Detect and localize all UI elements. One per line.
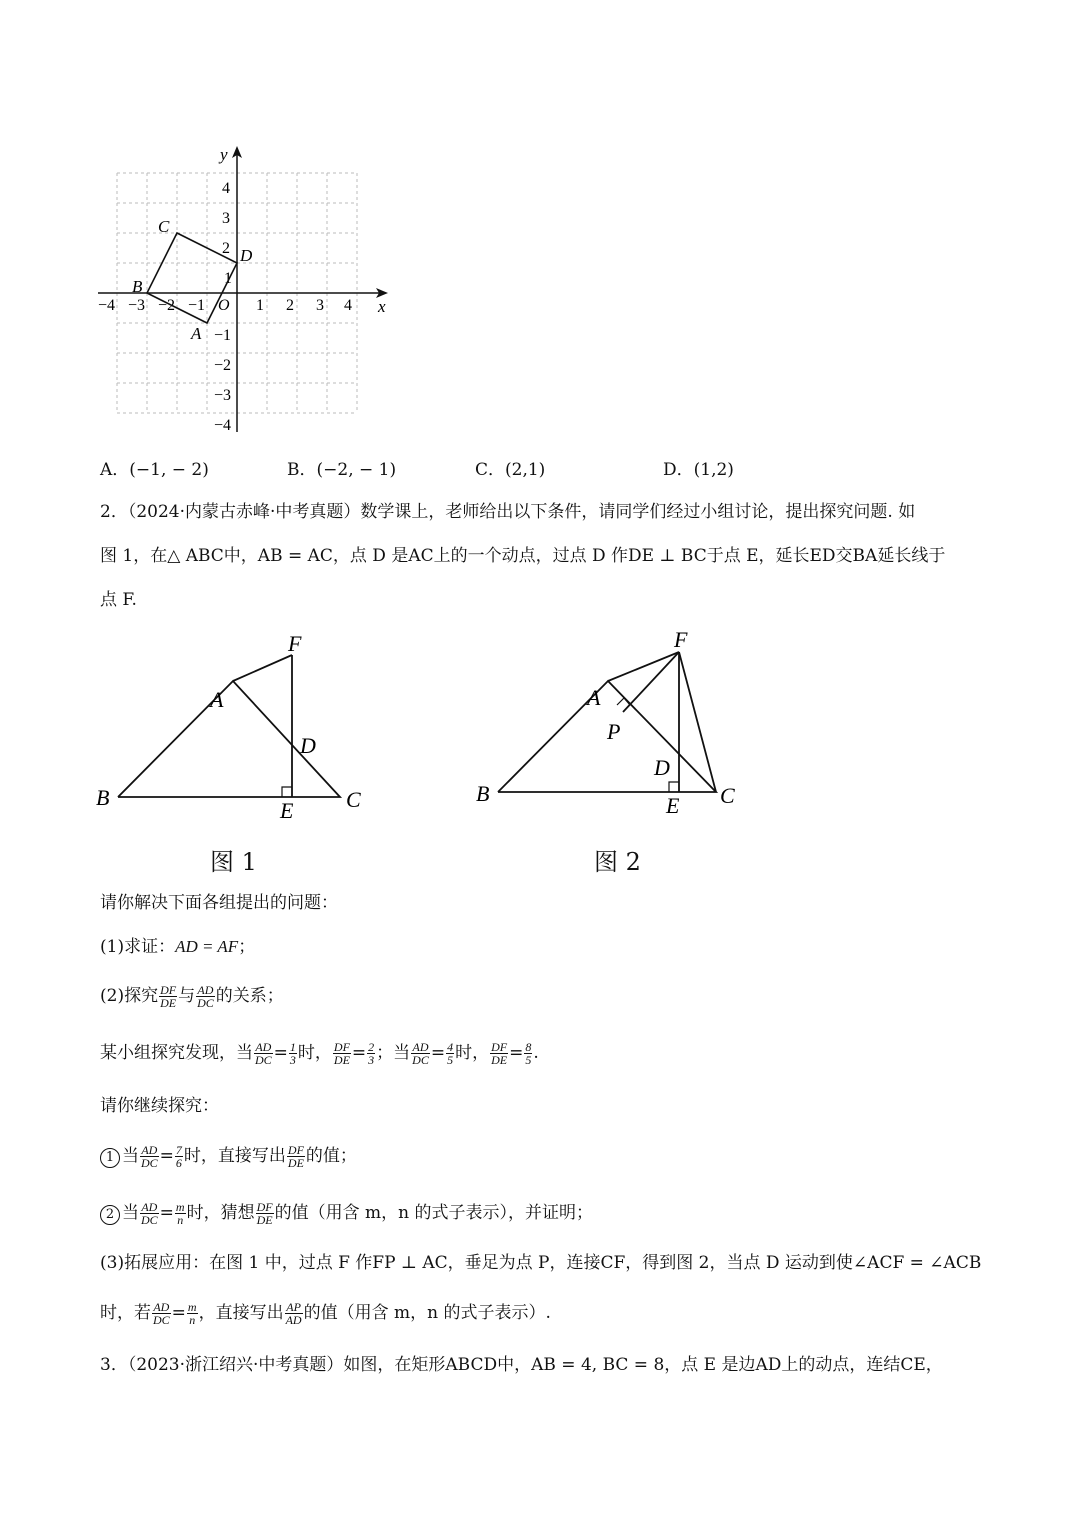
part-end: 的关系； [215,986,284,1006]
sub-prefix: 当 [122,1203,139,1223]
option-value: (2,1) [505,460,546,480]
finding-prefix: 某小组探究发现，当 [100,1043,253,1063]
numerator: 4 [447,1040,454,1054]
equals-sign: = [430,1043,446,1063]
part-prefix: (1)求证： [100,937,176,957]
denominator: DE [491,1053,508,1067]
part-2 [100,983,284,1009]
point-label-a: A [191,324,202,343]
equals-sign: = [159,1146,174,1166]
numerator: AP [286,1300,301,1314]
fraction-df-de [490,1041,508,1066]
point-label-b: B [132,277,143,296]
figure-1 [90,625,390,830]
part-mid: 与 [178,986,196,1006]
denominator: DE [160,996,177,1010]
question-text: 图 1，在△ ABC中，AB = AC，点 D 是AC上的一个动点，过点 D 作DE ⊥ BC于点 E，延长ED交BA延长线于 [100,546,946,566]
finding-text: 时， [297,1043,332,1063]
point-label-d: D [240,246,253,265]
fraction-8-5 [524,1041,532,1066]
sub-mid: 时，猜想 [186,1203,255,1223]
equals-sign: = [171,1303,186,1323]
sub-prefix: 当 [122,1146,139,1166]
label-d: D [300,733,316,758]
denominator: DC [141,1156,158,1170]
part-1 [100,934,255,960]
label-b: B [476,781,490,806]
equals-sign: = [509,1043,524,1063]
question-number: 3． [100,1355,128,1375]
numerator: DF [256,1200,273,1214]
option-letter: A． [100,460,130,480]
sub-question-2 [100,1200,593,1226]
fraction-df-de [256,1201,274,1226]
finding-text: ；当 [376,1043,411,1063]
label-e: E [666,793,680,818]
sub-mid: 时，直接写出 [183,1146,286,1166]
numerator: 1 [289,1040,296,1054]
option-value: (1,2) [693,460,734,480]
option-letter: C． [475,460,506,480]
fraction-m-n [187,1301,198,1326]
fraction-ad-dc [140,1144,159,1169]
fraction-m-n [175,1201,186,1226]
label-c: C [346,787,361,812]
finding-end: . [533,1043,539,1063]
denominator: DC [255,1053,272,1067]
question-number: 2． [100,502,128,522]
fraction-2-3 [367,1041,375,1066]
circled-number: 1 [100,1148,120,1168]
label-a: A [210,687,224,712]
option-letter: D． [663,460,694,480]
segment-fc [679,652,716,792]
segment-fp [623,652,679,712]
x-axis-label: x [378,297,386,316]
denominator: DC [153,1313,170,1327]
fraction-ad-dc [254,1041,273,1066]
y-tick: 4 [222,180,230,197]
sub-end: 的值； [305,1146,357,1166]
segment-af [608,652,679,681]
denominator: 3 [368,1053,375,1067]
x-tick: 2 [286,297,294,314]
right-angle-mark [669,782,679,792]
origin-label: O [218,297,230,314]
sub-end: 的值（用含 m，n 的式子表示），并证明； [274,1203,593,1223]
equals-sign: = [159,1203,174,1223]
question-source: （2024·内蒙古赤峰·中考真题） [127,502,361,522]
point-label-c: C [158,217,170,236]
fraction-ad-dc [140,1201,159,1226]
x-tick: −4 [98,297,116,314]
fraction-1-3 [289,1041,297,1066]
question-text: 点 F. [100,590,137,610]
q3-line1 [100,1352,943,1378]
fraction-ap-ad [285,1301,303,1326]
denominator: DC [412,1053,429,1067]
circled-number: 2 [100,1205,120,1225]
denominator: 5 [447,1053,454,1067]
option-c[interactable] [475,457,545,483]
x-tick: −2 [158,297,176,314]
numerator: 8 [525,1040,532,1054]
denominator: DE [256,1213,273,1227]
x-tick: 4 [344,297,352,314]
label-d: D [654,755,670,780]
figure-2-caption: 图 2 [594,848,641,876]
question-source: （2023·浙江绍兴·中考真题） [127,1355,344,1375]
part-3-line2 [100,1300,551,1326]
part-end: 的值（用含 m，n 的式子表示）. [303,1303,551,1323]
numerator: AD [412,1040,429,1054]
y-tick: 2 [222,240,230,257]
denominator: 3 [289,1053,296,1067]
y-tick: 3 [222,210,230,227]
part-3-line1: (3)拓展应用：在图 1 中，过点 F 作FP ⊥ AC，垂足为点 P，连接CF，得到图 2，当点 D 运动到使∠ACF = ∠ACB [100,1253,982,1273]
x-tick: 3 [316,297,324,314]
fraction-7-6 [175,1144,183,1169]
label-b: B [96,785,110,810]
y-tick: −2 [214,357,232,374]
numerator: AD [141,1200,158,1214]
figure-2 [470,625,770,830]
label-f: F [674,627,688,652]
denominator: AD [285,1313,302,1327]
q2-intro-line1 [100,499,915,525]
numerator: DF [491,1040,508,1054]
numerator: m [187,1300,197,1314]
part-mid: ，直接写出 [198,1303,284,1323]
denominator: DE [333,1053,350,1067]
part-end: ； [238,937,256,957]
numerator: 7 [175,1143,182,1157]
fraction-df-de [159,984,177,1009]
label-a: A [587,685,601,710]
option-b[interactable] [287,457,396,483]
fraction-df-de [287,1144,305,1169]
option-letter: B． [287,460,317,480]
numerator: DF [287,1143,304,1157]
right-angle-mark [282,787,292,797]
fraction-ad-dc [196,984,215,1009]
part-prefix: (2)探究 [100,986,159,1006]
numerator: AD [141,1143,158,1157]
fraction-ad-dc [411,1041,430,1066]
question-text: 如图，在矩形ABCD中，AB = 4, BC = 8，点 E 是边AD上的动点，连结CE， [343,1355,943,1375]
numerator: 2 [368,1040,375,1054]
denominator: n [177,1213,184,1227]
label-c: C [720,783,735,808]
label-e: E [280,798,294,823]
numerator: m [175,1200,185,1214]
figure-1-caption: 图 1 [210,848,257,876]
y-tick: 1 [224,270,232,287]
equals-sign: = [351,1043,367,1063]
numerator: DF [333,1040,350,1054]
x-tick: −1 [188,297,206,314]
option-value: (−1, − 2) [129,460,209,480]
y-tick: −4 [214,417,232,434]
denominator: DE [287,1156,304,1170]
finding-text: 时， [455,1043,490,1063]
denominator: DC [197,996,214,1010]
y-axis-label: y [220,145,228,164]
group-finding [100,1040,539,1066]
part-expr: AD = AF [175,937,239,956]
equals-sign: = [273,1043,288,1063]
denominator: 6 [175,1156,182,1170]
option-value: (−2, − 1) [316,460,397,480]
solve-instruction: 请你解决下面各组提出的问题： [100,893,338,913]
numerator: AD [255,1040,272,1054]
question-text: 数学课上，老师给出以下条件，请同学们经过小组讨论，提出探究问题. 如 [360,502,916,522]
segment-af [233,655,292,681]
y-tick: −1 [214,327,232,344]
fraction-4-5 [446,1041,454,1066]
option-d[interactable] [663,457,734,483]
label-p: P [607,719,621,744]
continue-instruction: 请你继续探究： [100,1096,219,1116]
sub-question-1 [100,1143,357,1169]
fraction-ad-dc [152,1301,171,1326]
q2-intro-line2 [100,543,945,569]
x-tick: −3 [128,297,146,314]
denominator: DC [141,1213,158,1227]
denominator: n [189,1313,196,1327]
q2-intro-line3 [100,587,137,613]
fraction-df-de [333,1041,351,1066]
part-prefix: 时，若 [100,1303,151,1323]
y-tick: −3 [214,387,232,404]
denominator: 5 [525,1053,532,1067]
numerator: AD [153,1300,170,1314]
numerator: DF [160,983,177,997]
label-f: F [288,631,302,656]
coordinate-graph [90,140,410,440]
x-tick: 1 [256,297,264,314]
option-a[interactable] [100,457,209,483]
numerator: AD [197,983,214,997]
